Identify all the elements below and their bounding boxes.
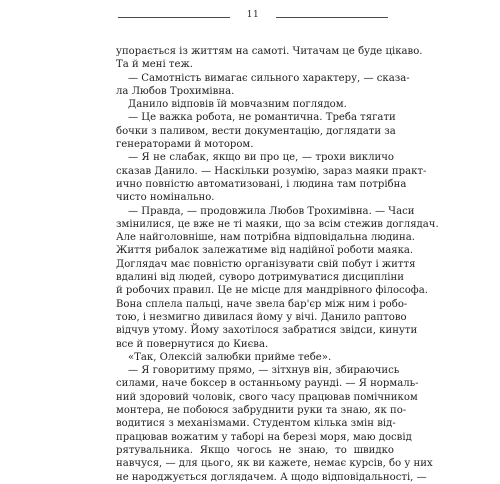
text-line: ла Любов Трохимівна. xyxy=(116,85,235,97)
text-line: водитися з механізмами. Студентом кілька змін від- xyxy=(116,418,396,430)
text-line: чисто номінально. xyxy=(116,192,215,204)
text-line: Доглядач має повністю організувати свій побут і життя xyxy=(116,258,416,270)
page-number: 11 xyxy=(246,10,260,20)
text-line: — Самотність вимагає сильного характеру, — сказа- xyxy=(128,72,410,84)
text-line: тою, і незмигно дивилася йому у вічі. Данило раптово xyxy=(116,311,407,323)
text-line: генераторами й мотором. xyxy=(116,139,254,151)
page-header xyxy=(118,8,388,24)
text-line: Та й мені теж. xyxy=(116,59,193,71)
text-line: все й повернутися до Києва. xyxy=(116,338,269,350)
text-line: рятувальника. Якщо чогось не знаю, то швидко xyxy=(116,444,394,456)
text-line: — Я не слабак, якщо ви про це, — трохи викличо xyxy=(128,152,394,164)
text-line: бочки з паливом, вести документацію, доглядати за xyxy=(116,125,396,137)
text-line: — Я говоритиму прямо, — зітхнув він, збираючись xyxy=(128,365,400,377)
text-line: навчуся, — для цього, як ви кажете, немає курсів, бо у них xyxy=(116,458,433,470)
text-line: не народжується доглядачем. А щодо відповідальності, — xyxy=(116,471,427,483)
text-line: Але найголовніше, нам потрібна відповідальна людина. xyxy=(116,232,415,244)
text-line: упорається із життям на самоті. Читачам це буде цікаво. xyxy=(116,46,423,57)
text-line: й робочих правил. Це не місце для мандрівного філософа. xyxy=(116,285,428,297)
text-line: вдалині від людей, суворо дотримуватися дисципліни xyxy=(116,272,404,284)
text-line: сказав Данило. — Наскільки розумію, зараз маяки практ- xyxy=(116,165,427,177)
text-line: — Це важка робота, не романтична. Треба тягати xyxy=(128,112,396,124)
text-line: — Правда, — продовжила Любов Трохимівна. — Часи xyxy=(128,205,415,217)
header-rule-right xyxy=(276,17,388,18)
text-line: Данило відповів їй мовчазним поглядом. xyxy=(128,99,347,111)
text-line: Вона сплела пальці, наче звела бар'єр між ним і робо- xyxy=(116,298,408,310)
text-line: «Так, Олексій залюбки прийме тебе». xyxy=(128,351,332,363)
text-line: ний здоровий чоловік, свого часу працював помічником xyxy=(116,391,418,403)
body-text xyxy=(116,45,439,484)
text-line: відчув утому. Йому захотілося забратися звідси, кинути xyxy=(116,325,418,337)
text-line: працював вожатим у таборі на березі моря, маю досвід xyxy=(116,431,412,443)
text-line: ично повністю автоматизовані, і людина там потрібна xyxy=(116,178,407,190)
text-line: Життя рибалок залежатиме від надійної роботи маяка. xyxy=(116,245,414,257)
text-line: змінилися, це вже не ті маяки, що за всім стежив доглядач. xyxy=(116,218,439,230)
text-line: силами, наче боксер в останньому раунді. — Я нормаль- xyxy=(116,378,419,390)
text-line: монтера, не побоюся забруднити руки та знаю, як по- xyxy=(116,405,407,417)
